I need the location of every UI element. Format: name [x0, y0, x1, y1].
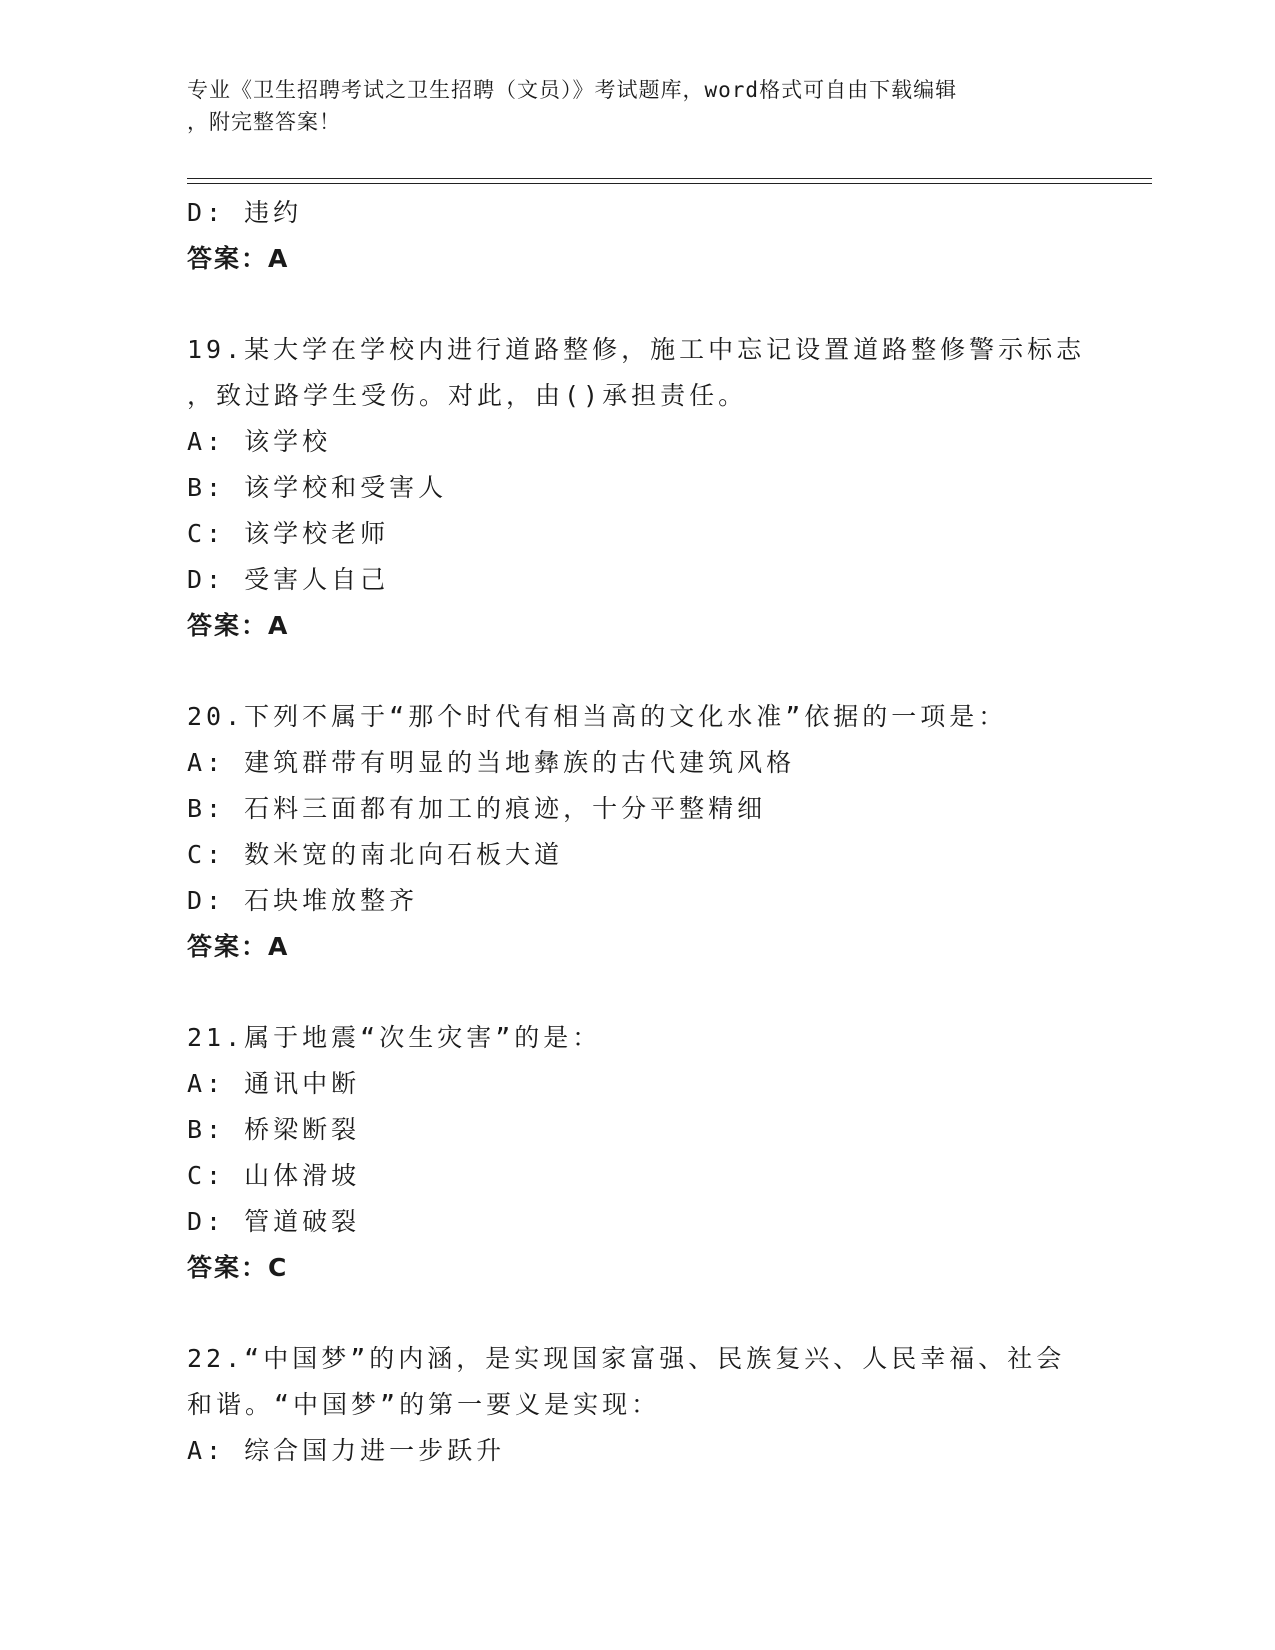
option-b: B: 该学校和受害人	[187, 473, 448, 502]
answer-line: 答案：A	[187, 611, 290, 640]
option-a: A: 综合国力进一步跃升	[187, 1436, 506, 1465]
answer-line: 答案：C	[187, 1253, 289, 1282]
answer-line: 答案：A	[187, 244, 290, 273]
option-a: A: 该学校	[187, 427, 332, 456]
question-21	[187, 1015, 1087, 1291]
option-c: C: 数米宽的南北向石板大道	[187, 840, 564, 869]
spacer	[187, 1291, 1087, 1336]
spacer	[187, 970, 1087, 1015]
question-text: 19.某大学在学校内进行道路整修，施工中忘记设置道路整修警示标志	[187, 335, 1086, 364]
option-d: D: 石块堆放整齐	[187, 886, 419, 915]
answer-line: 答案：A	[187, 932, 290, 961]
spacer	[187, 282, 1087, 327]
question-text: 22.“中国梦”的内涵，是实现国家富强、民族复兴、人民幸福、社会	[187, 1344, 1066, 1373]
option-d: D: 管道破裂	[187, 1207, 361, 1236]
option-c: C: 该学校老师	[187, 519, 390, 548]
question-22	[187, 1336, 1087, 1474]
question-text: 20.下列不属于“那个时代有相当高的文化水准”依据的一项是：	[187, 702, 1008, 731]
option-b: B: 桥梁断裂	[187, 1115, 361, 1144]
option-a: A: 建筑群带有明显的当地彝族的古代建筑风格	[187, 748, 796, 777]
document-body	[187, 190, 1087, 1474]
header-divider	[187, 178, 1152, 184]
question-20	[187, 694, 1087, 970]
question-19	[187, 327, 1087, 649]
header-line-1: 专业《卫生招聘考试之卫生招聘（文员）》考试题库，word格式可自由下载编辑	[187, 78, 958, 102]
question-text-continued: ，致过路学生受伤。对此，由()承担责任。	[187, 381, 748, 410]
question-text-continued: 和谐。“中国梦”的第一要义是实现：	[187, 1390, 661, 1419]
option-c: C: 山体滑坡	[187, 1161, 361, 1190]
spacer	[187, 649, 1087, 694]
option-a: A: 通讯中断	[187, 1069, 361, 1098]
page-header	[187, 74, 1087, 138]
option-d: D: 受害人自己	[187, 565, 390, 594]
header-line-2: ，附完整答案！	[187, 110, 341, 134]
option-b: B: 石料三面都有加工的痕迹，十分平整精细	[187, 794, 767, 823]
option-d: D: 违约	[187, 198, 303, 227]
question-text: 21.属于地震“次生灾害”的是：	[187, 1023, 602, 1052]
